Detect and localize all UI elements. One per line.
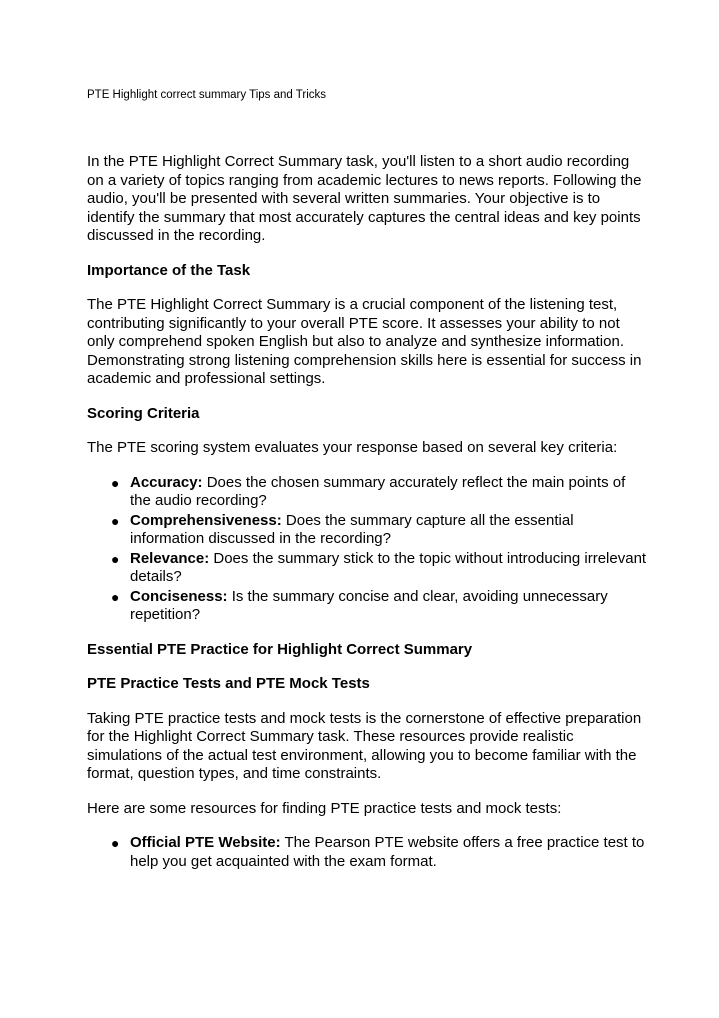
criterion-description: Does the chosen summary accurately reflect the main points of the audio recording? [130,473,626,509]
importance-heading: Importance of the Task [87,261,251,279]
list-item [87,512,647,549]
bullet-icon: ● [111,474,120,491]
practice-paragraph: Taking PTE practice tests and mock tests is the cornerstone of effective preparation for the Highlight Correct Summary task. These resources provide realistic simulations of the actual test environment, allowing you to become familiar with the format, question types, and time constraints. [87,709,642,782]
criterion-term: Comprehensiveness: [130,511,282,529]
bullet-icon: ● [111,550,120,567]
practice-subheading: PTE Practice Tests and PTE Mock Tests [87,675,370,692]
document-body [87,153,647,887]
resource-term: Official PTE Website: [130,834,281,851]
criterion-term: Relevance: [130,549,210,567]
scoring-paragraph: The PTE scoring system evaluates your response based on several key criteria: [87,439,618,456]
scoring-heading: Scoring Criteria [87,404,200,422]
criterion-description: Does the summary stick to the topic without introducing irrelevant details? [130,549,647,585]
resources-intro: Here are some resources for finding PTE practice tests and mock tests: [87,799,562,817]
bullet-icon: ● [111,512,120,529]
criterion-term: Accuracy: [130,473,203,491]
list-item [87,474,647,511]
document-title: PTE Highlight correct summary Tips and Tricks [87,89,327,101]
intro-paragraph: In the PTE Highlight Correct Summary task, you'll listen to a short audio recording on a variety of topics ranging from academic lectures to news reports. Following the audio, you'll be presented with several written summaries. Your objective is to identify the summary that most accurately captures the central ideas and key points discussed in the recording. [87,153,642,244]
resource-description: The Pearson PTE website offers a free practice test to help you get acquainted with the exam format. [130,834,645,870]
importance-paragraph: The PTE Highlight Correct Summary is a crucial component of the listening test, contributing significantly to your overall PTE score. It assesses your ability to not only comprehend spoken English but also to analyze and synthesize information. Demonstrating strong listening comprehension skills here is essential for success in academic and professional settings. [87,296,642,387]
resources-list [87,834,647,871]
bullet-icon: ● [111,835,120,851]
list-item [87,550,647,587]
list-item [87,834,647,871]
criterion-term: Conciseness: [130,587,228,605]
criterion-description: Does the summary capture all the essential information discussed in the recording? [130,511,574,547]
scoring-criteria-list [87,474,647,625]
bullet-icon: ● [111,588,120,605]
practice-heading: Essential PTE Practice for Highlight Correct Summary [87,640,473,658]
list-item [87,588,647,625]
criterion-description: Is the summary concise and clear, avoiding unnecessary repetition? [130,587,608,623]
